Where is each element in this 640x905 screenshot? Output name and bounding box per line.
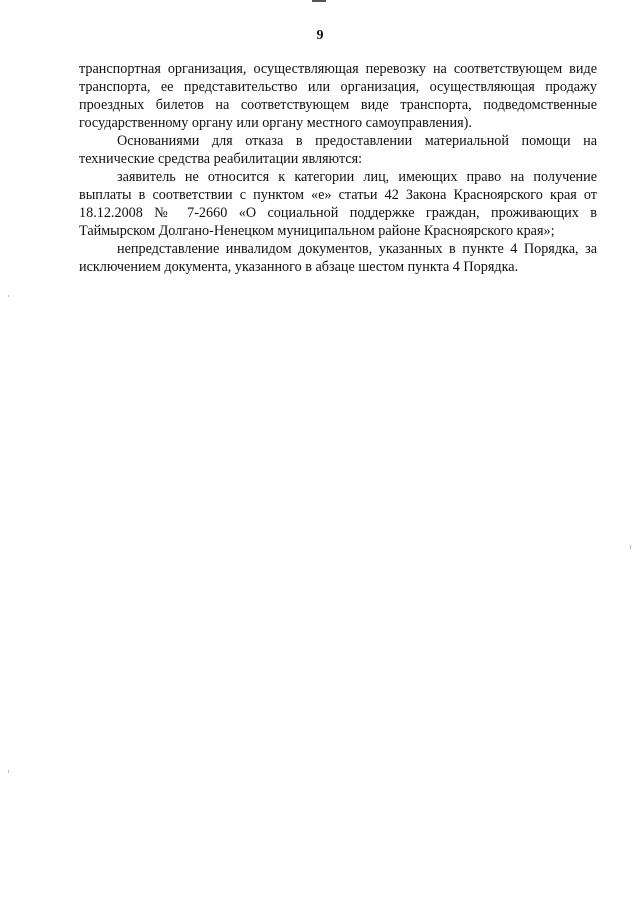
scan-artifact bbox=[8, 770, 9, 773]
paragraph-missing-documents: непредставление инвалидом документов, указанных в пункте 4 Порядка, за исключением документа, указанного в абзаце шестом пункта 4 Порядка. bbox=[79, 241, 597, 275]
paragraph-transport-organization: транспортная организация, осуществляющая перевозку на соответствующем виде транспорта, ее представительство или организация, осуществляющая продажу проездных билетов на соответствующем виде транспорта, подведомственные государственному органу или органу местного самоуправления). bbox=[79, 61, 597, 131]
page-number: 9 bbox=[316, 28, 324, 43]
paragraph-refusal-grounds: Основаниями для отказа в предоставлении материальной помощи на технические средства реабилитации являются: bbox=[79, 133, 597, 167]
paragraph-applicant-category: заявитель не относится к категории лиц, имеющих право на получение выплаты в соответствии с пунктом «е» статьи 42 Закона Красноярского края от 18.12.2008 № 7-2660 «О социальной поддержке граждан, проживающих в Таймырском Долгано-Ненецком муниципальном районе Красноярского края»; bbox=[79, 169, 597, 239]
top-edge-mark bbox=[312, 0, 326, 2]
document-body bbox=[79, 60, 597, 276]
scan-artifact bbox=[8, 295, 9, 297]
scan-artifact bbox=[630, 545, 631, 549]
